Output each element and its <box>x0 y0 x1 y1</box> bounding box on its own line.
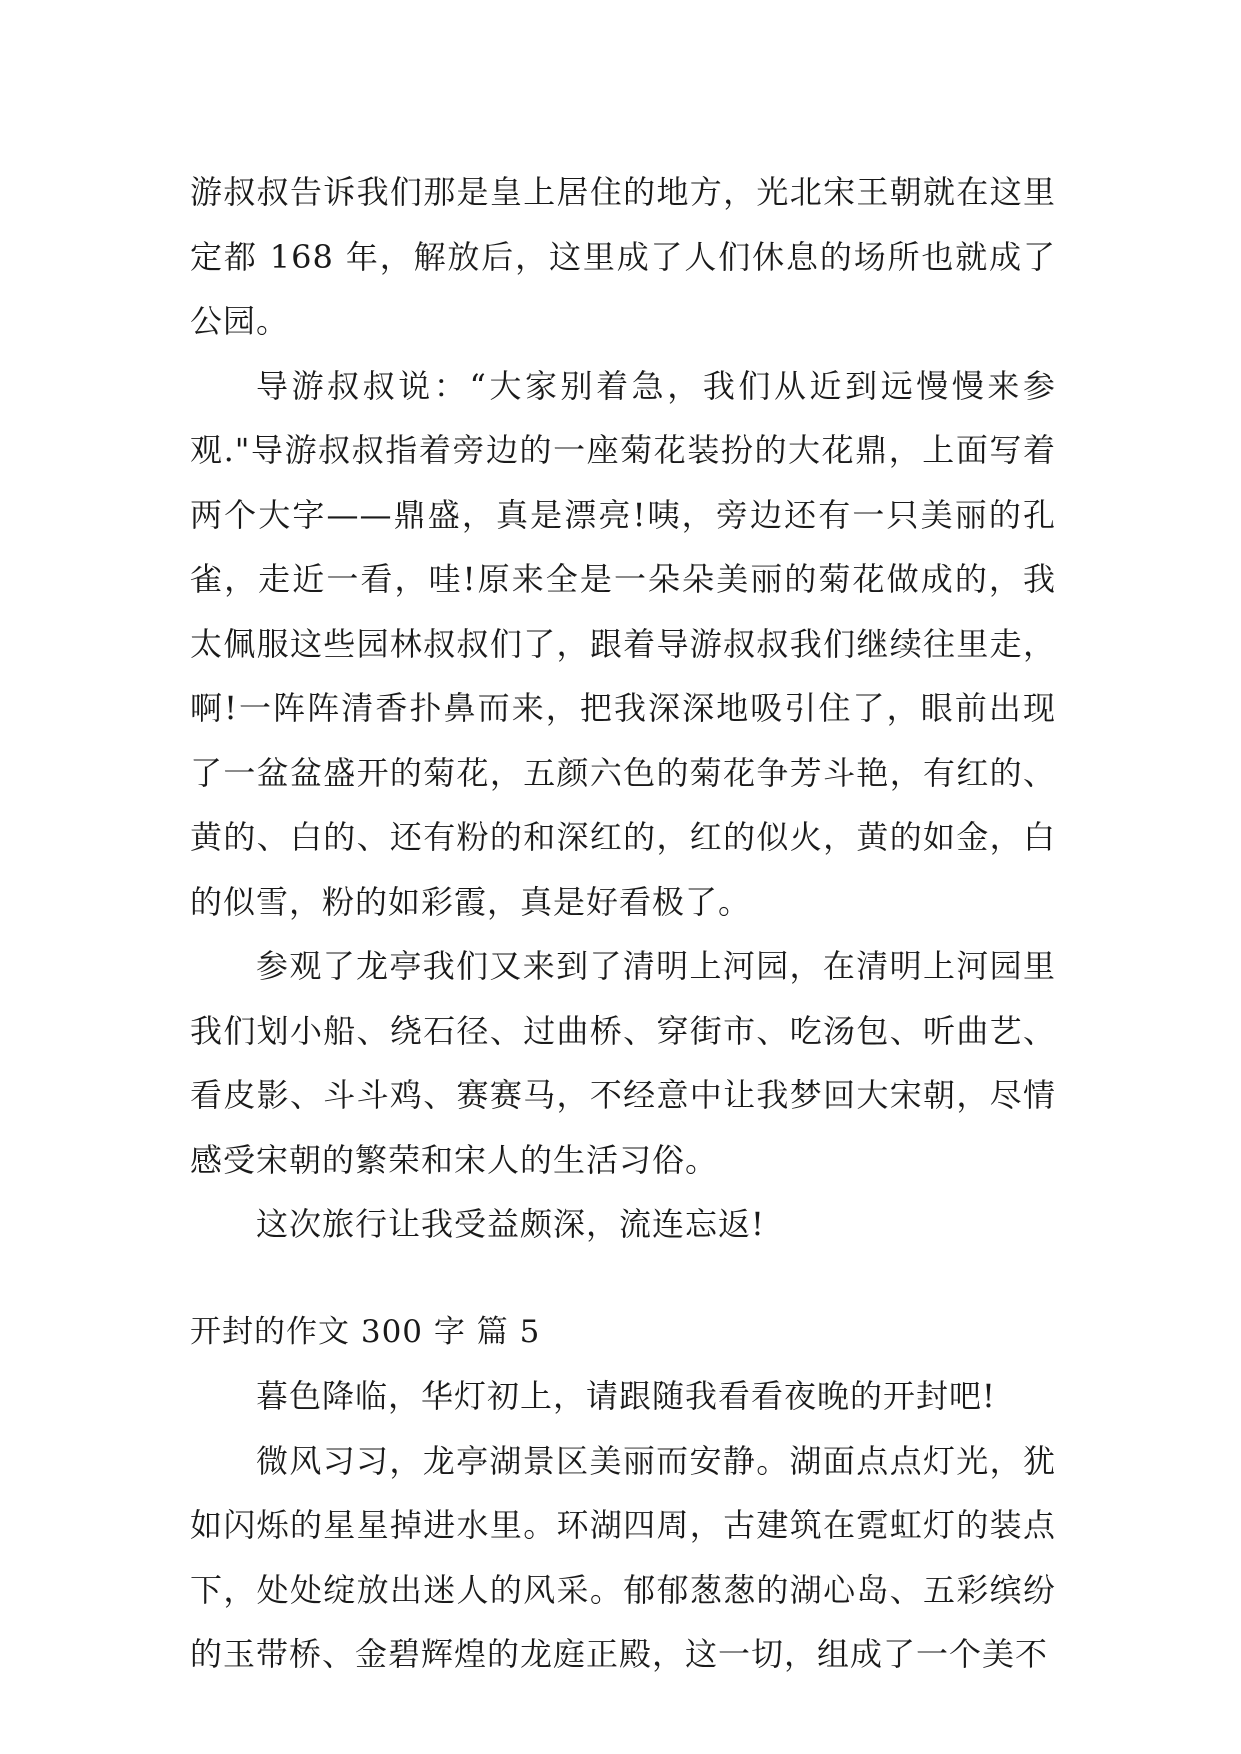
paragraph-trip-conclusion: 这次旅行让我受益颇深，流连忘返! <box>256 1205 765 1243</box>
document-body <box>190 160 1056 1687</box>
paragraph-chrysanthemum-visit: 导游叔叔说：“大家别着急，我们从近到远慢慢来参观."导游叔叔指着旁边的一座菊花装扮的大花鼎，上面写着两个大字——鼎盛，真是漂亮!咦，旁边还有一只美丽的孔雀，走近一看，哇!原来全是一朵朵美丽的菊花做成的，我太佩服这些园林叔叔们了，跟着导游叔叔我们继续往里走，啊!一阵阵清香扑鼻而来，把我深深地吸引住了，眼前出现了一盆盆盛开的菊花，五颜六色的菊花争芳斗艳，有红的、黄的、白的、还有粉的和深红的，红的似火，黄的如金，白的似雪，粉的如彩霞，真是好看极了。 <box>190 366 1056 921</box>
paragraph-night-intro: 暮色降临，华灯初上，请跟随我看看夜晚的开封吧! <box>256 1377 996 1415</box>
paragraph-longting-lake: 微风习习，龙亭湖景区美丽而安静。湖面点点灯光，犹如闪烁的星星掉进水里。环湖四周，古建筑在霓虹灯的装点下，处处绽放出迷人的风采。郁郁葱葱的湖心岛、五彩缤纷的玉带桥、金碧辉煌的龙庭正殿，这一切，组成了一个美不 <box>190 1441 1056 1673</box>
paragraph-park-history: 游叔叔告诉我们那是皇上居住的地方，光北宋王朝就在这里定都 168 年，解放后，这里成了人们休息的场所也就成了公园。 <box>190 173 1056 340</box>
paragraph-qingming-park: 参观了龙亭我们又来到了清明上河园，在清明上河园里我们划小船、绕石径、过曲桥、穿街市、吃汤包、听曲艺、看皮影、斗斗鸡、赛赛马，不经意中让我梦回大宋朝，尽情感受宋朝的繁荣和宋人的生活习俗。 <box>190 947 1056 1179</box>
section-heading: 开封的作文 300 字 篇 5 <box>190 1313 541 1350</box>
